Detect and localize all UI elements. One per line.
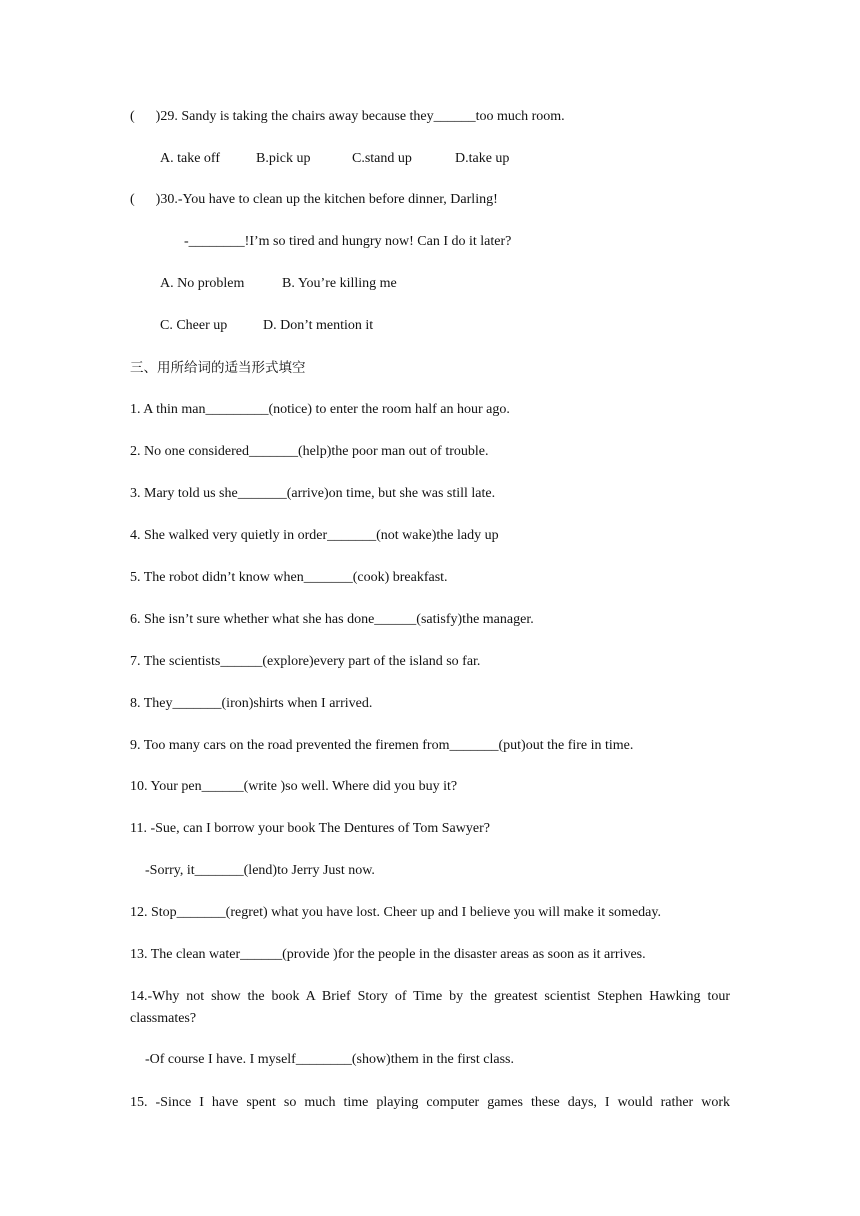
question-30-stem: ( )30.-You have to clean up the kitchen before dinner, Darling! [130,192,498,207]
option-b: B.pick up [256,151,311,166]
question-29-stem: ( )29. Sandy is taking the chairs away because they______too much room. [130,109,565,124]
question-30-options-row-2 [160,317,373,335]
option-d: D.take up [455,151,510,166]
option-b: B. You’re killing me [282,276,397,291]
fill-item-5: 5. The robot didn’t know when_______(cook) breakfast. [130,570,448,585]
option-a: A. take off [160,151,220,166]
fill-item-14-reply: -Of course I have. I myself________(show)them in the first class. [145,1052,514,1067]
fill-item-4: 4. She walked very quietly in order_______(not wake)the lady up [130,528,499,543]
fill-item-14-continued: classmates? [130,1011,197,1026]
fill-item-14: 14.-Why not show the book A Brief Story of Time by the greatest scientist Stephen Hawking tour [130,989,730,1004]
fill-item-12: 12. Stop_______(regret) what you have lost. Cheer up and I believe you will make it someday. [130,905,661,920]
fill-item-11: 11. -Sue, can I borrow your book The Dentures of Tom Sawyer? [130,821,490,836]
fill-item-9: 9. Too many cars on the road prevented the firemen from_______(put)out the fire in time. [130,738,634,753]
question-29-options [160,150,509,168]
fill-item-7: 7. The scientists______(explore)every part of the island so far. [130,654,481,669]
fill-item-2: 2. No one considered_______(help)the poor man out of trouble. [130,444,489,459]
option-c: C. Cheer up [160,318,228,333]
fill-item-3: 3. Mary told us she_______(arrive)on time, but she was still late. [130,486,496,501]
fill-item-1: 1. A thin man_________(notice) to enter the room half an hour ago. [130,402,510,417]
fill-item-13: 13. The clean water______(provide )for the people in the disaster areas as soon as it arrives. [130,947,646,962]
option-d: D. Don’t mention it [263,318,374,333]
fill-item-10: 10. Your pen______(write )so well. Where did you buy it? [130,779,458,794]
fill-item-11-reply: -Sorry, it_______(lend)to Jerry Just now. [145,863,375,878]
option-c: C.stand up [352,151,412,166]
fill-item-8: 8. They_______(iron)shirts when I arrived. [130,696,373,711]
option-a: A. No problem [160,276,245,291]
question-30-options-row-1 [160,275,397,293]
question-30-reply: -________!I’m so tired and hungry now! Can I do it later? [184,234,512,249]
section-heading: 三、用所给词的适当形式填空 [130,360,306,376]
fill-item-15: 15. -Since I have spent so much time playing computer games these days, I would rather work [130,1095,730,1110]
fill-item-6: 6. She isn’t sure whether what she has done______(satisfy)the manager. [130,612,534,627]
